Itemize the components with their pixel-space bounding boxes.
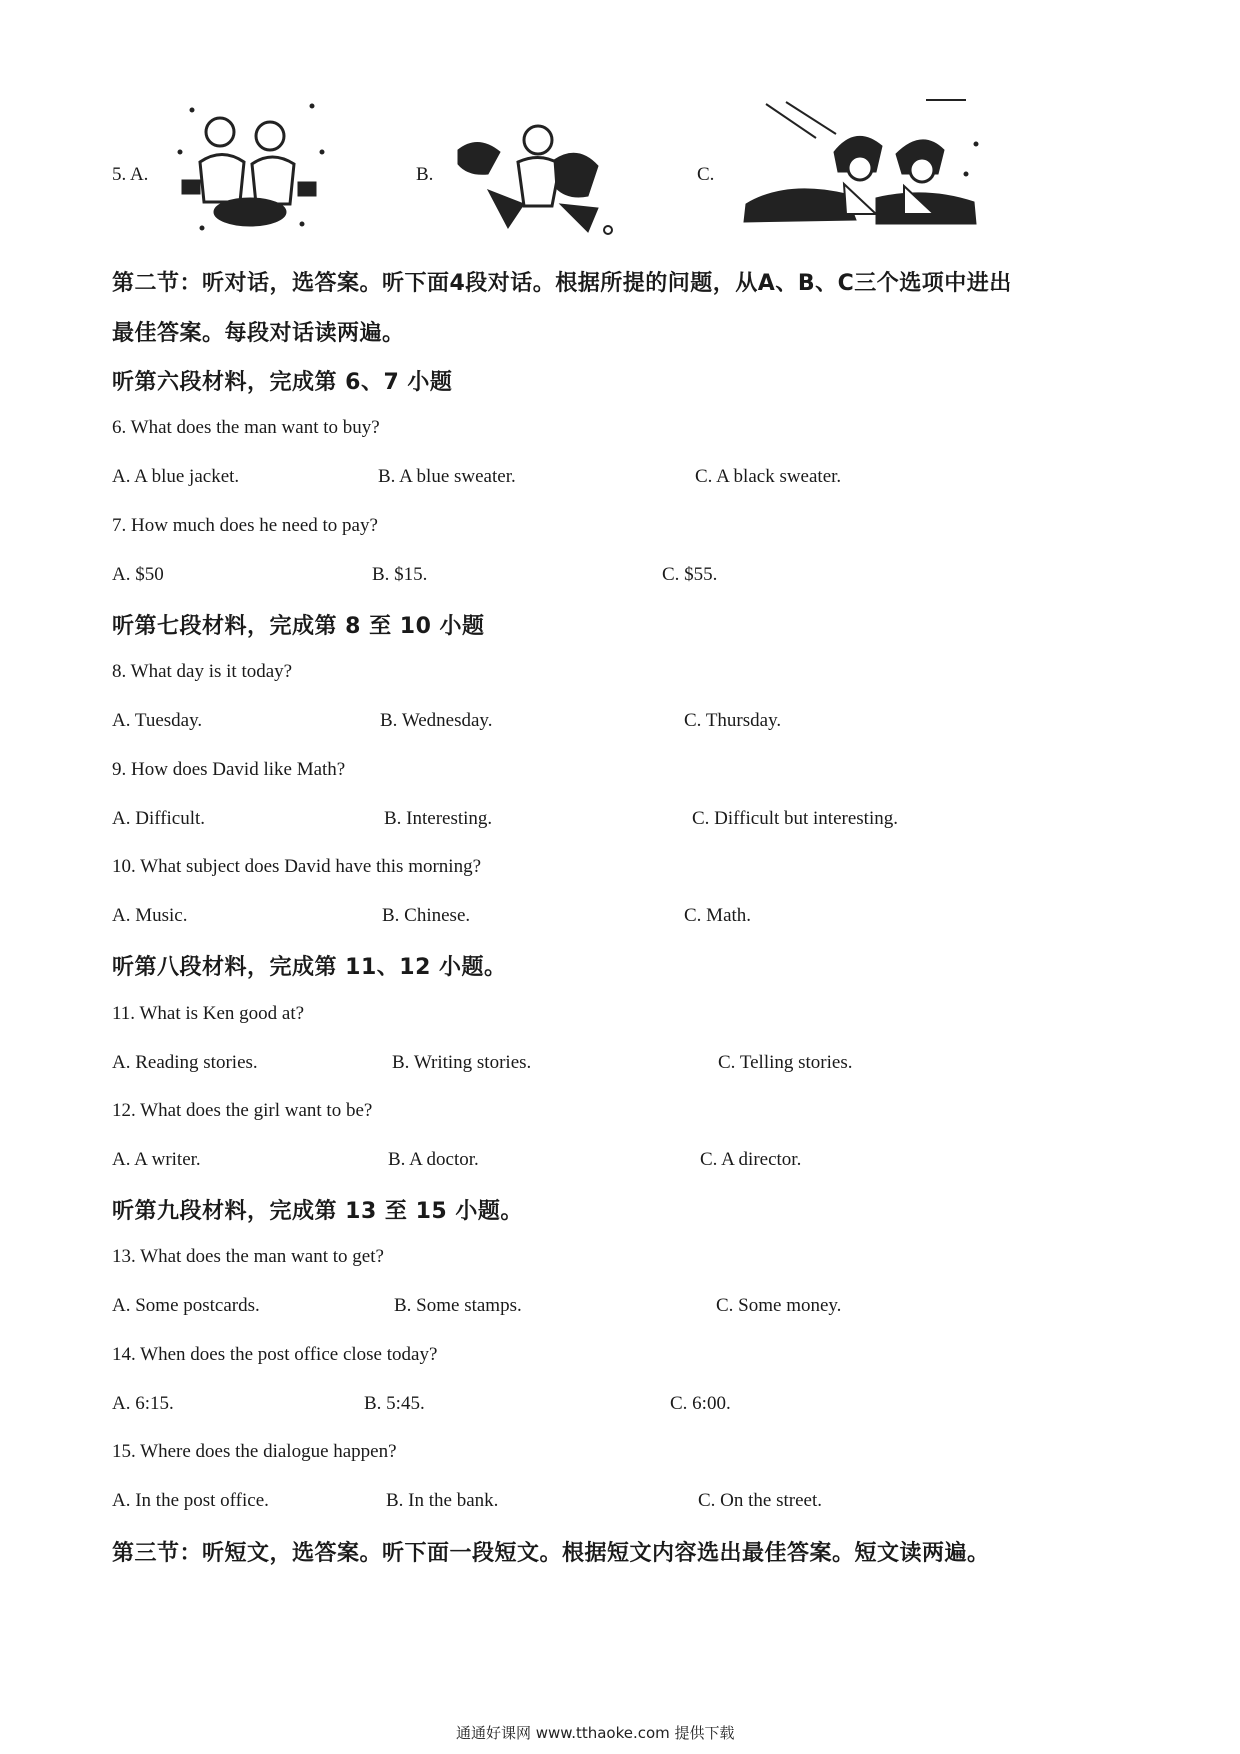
q5-option-a-label: 5. A. [112, 164, 149, 185]
option-b[interactable]: B. Some stamps. [394, 1295, 522, 1316]
option-b[interactable]: B. A blue sweater. [378, 466, 516, 487]
option-a[interactable]: A. In the post office. [112, 1490, 269, 1511]
section-3-instruction: 第三节：听短文，选答案。听下面一段短文。根据短文内容选出最佳答案。短文读两遍。 [112, 1541, 990, 1566]
option-c[interactable]: C. On the street. [698, 1490, 823, 1511]
option-a[interactable]: A. Tuesday. [112, 710, 203, 731]
option-c[interactable]: C. Math. [684, 905, 752, 926]
option-b[interactable]: B. In the bank. [386, 1490, 499, 1511]
section-2-instruction-line-1: 第二节：听对话，选答案。听下面4段对话。根据所提的问题，从A、B、C三个选项中进出 [112, 271, 1012, 296]
option-a[interactable]: A. A blue jacket. [112, 466, 240, 487]
option-a[interactable]: A. Music. [112, 905, 188, 926]
question-text: 15. Where does the dialogue happen? [112, 1441, 397, 1462]
option-c[interactable]: C. A black sweater. [695, 466, 842, 487]
question-text: 13. What does the man want to get? [112, 1246, 384, 1267]
group-header: 听第六段材料，完成第 6、7 小题 [112, 370, 453, 395]
option-c[interactable]: C. A director. [700, 1149, 802, 1170]
question-text: 11. What is Ken good at? [112, 1003, 305, 1024]
option-b[interactable]: B. Chinese. [382, 905, 471, 926]
group-header: 听第九段材料，完成第 13 至 15 小题。 [112, 1199, 523, 1224]
option-a[interactable]: A. A writer. [112, 1149, 201, 1170]
option-a[interactable]: A. Some postcards. [112, 1295, 260, 1316]
group-header: 听第八段材料，完成第 11、12 小题。 [112, 955, 507, 980]
question-text: 8. What day is it today? [112, 661, 293, 682]
option-a[interactable]: A. $50 [112, 564, 164, 585]
option-c[interactable]: C. Thursday. [684, 710, 782, 731]
option-b[interactable]: B. 5:45. [364, 1393, 425, 1414]
option-b[interactable]: B. A doctor. [388, 1149, 479, 1170]
q5-option-c-label: C. [697, 164, 715, 185]
question-text: 14. When does the post office close today? [112, 1344, 438, 1365]
option-c[interactable]: C. Some money. [716, 1295, 842, 1316]
question-text: 9. How does David like Math? [112, 759, 346, 780]
option-b[interactable]: B. $15. [372, 564, 428, 585]
group-header: 听第七段材料，完成第 8 至 10 小题 [112, 614, 485, 639]
section-2-instruction-line-2: 最佳答案。每段对话读两遍。 [112, 321, 405, 346]
question-text: 10. What subject does David have this morning? [112, 856, 482, 877]
option-c[interactable]: C. 6:00. [670, 1393, 731, 1414]
q5-picture-c [726, 94, 1002, 246]
question-text: 6. What does the man want to buy? [112, 417, 380, 438]
question-text: 12. What does the girl want to be? [112, 1100, 373, 1121]
option-c[interactable]: C. $55. [662, 564, 718, 585]
option-a[interactable]: A. Reading stories. [112, 1052, 258, 1073]
option-c[interactable]: C. Difficult but interesting. [692, 808, 898, 829]
q5-picture-a [172, 92, 338, 242]
option-b[interactable]: B. Interesting. [384, 808, 493, 829]
page-footer: 通通好课网 www.tthaoke.com 提供下载 [456, 1724, 735, 1742]
option-b[interactable]: B. Wednesday. [380, 710, 493, 731]
q5-option-b-label: B. [416, 164, 434, 185]
q5-picture-b [448, 104, 644, 246]
option-a[interactable]: A. 6:15. [112, 1393, 174, 1414]
option-c[interactable]: C. Telling stories. [718, 1052, 853, 1073]
option-a[interactable]: A. Difficult. [112, 808, 206, 829]
option-b[interactable]: B. Writing stories. [392, 1052, 532, 1073]
question-text: 7. How much does he need to pay? [112, 515, 378, 536]
